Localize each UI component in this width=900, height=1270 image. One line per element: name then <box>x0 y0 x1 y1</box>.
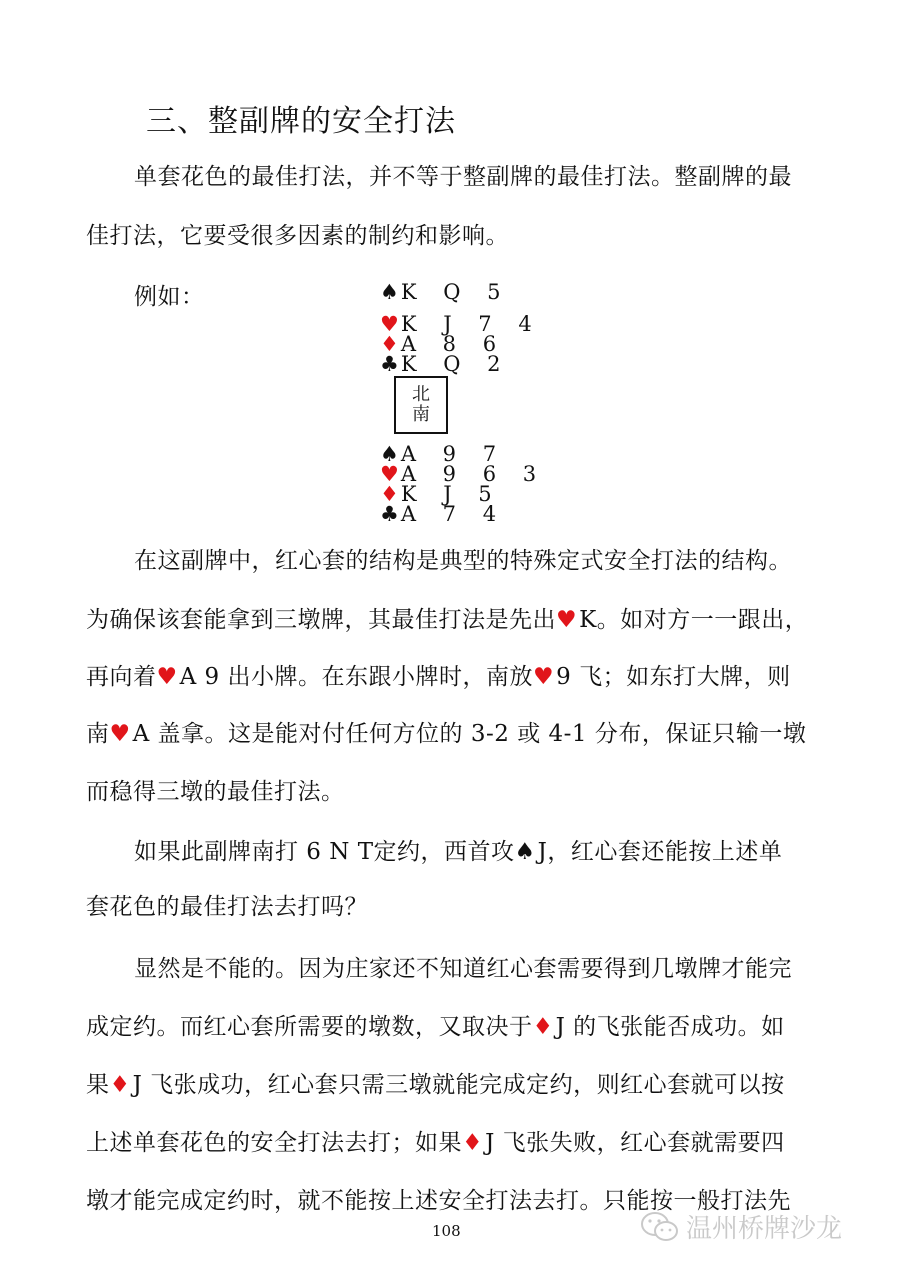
example-label: 例如： <box>134 284 205 310</box>
section-title: 三、整副牌的安全打法 <box>146 104 456 139</box>
diamond-icon: ♦ <box>532 1014 554 1040</box>
page-number: 108 <box>432 1222 461 1240</box>
para3-line2: 套花色的最佳打法去打吗？ <box>86 894 368 920</box>
north-hand-rest <box>380 314 542 374</box>
wechat-icon <box>640 1210 680 1244</box>
para3-line1: 如果此副牌南打 6 N T定约，西首攻♠J，红心套还能按上述单 <box>134 839 783 865</box>
para4-line4: 上述单套花色的安全打法去打；如果♦J 飞张失败，红心套就需要四 <box>86 1130 785 1156</box>
para4-line3: 果♦J 飞张成功，红心套只需三墩就能完成定约，则红心套就可以按 <box>86 1072 785 1098</box>
para1-line1: 单套花色的最佳打法，并不等于整副牌的最佳打法。整副牌的最 <box>134 164 792 190</box>
heart-icon: ♥ <box>156 664 178 690</box>
north-diamonds: ♦A 8 6 <box>380 332 507 356</box>
para2-line1: 在这副牌中，红心套的结构是典型的特殊定式安全打法的结构。 <box>134 548 792 574</box>
para2-line2: 为确保该套能拿到三墩牌，其最佳打法是先出♥K。如对方一一跟出， <box>86 607 809 633</box>
club-icon: ♣ <box>380 352 399 376</box>
diamond-icon: ♦ <box>380 482 399 506</box>
para1-line2: 佳打法，它要受很多因素的制约和影响。 <box>86 223 509 249</box>
north-spades: ♠K Q 5 <box>380 280 511 304</box>
south-hand <box>380 444 546 524</box>
north-hearts: ♥K J 7 4 <box>380 312 542 336</box>
club-icon: ♣ <box>380 502 399 526</box>
north-hand <box>380 282 510 302</box>
diamond-icon: ♦ <box>462 1130 484 1156</box>
south-spades: ♠A 9 7 <box>380 442 507 466</box>
south-hearts: ♥A 9 6 3 <box>380 462 547 486</box>
watermark <box>640 1208 842 1245</box>
heart-icon: ♥ <box>556 607 578 633</box>
spade-icon: ♠ <box>514 839 536 865</box>
para2-line3: 再向着♥A 9 出小牌。在东跟小牌时，南放♥9 飞；如东打大牌，则 <box>86 664 791 690</box>
spade-icon: ♠ <box>380 442 399 466</box>
para2-line5: 而稳得三墩的最佳打法。 <box>86 779 345 805</box>
south-clubs: ♣A 7 4 <box>380 502 507 526</box>
heart-icon: ♥ <box>109 721 131 747</box>
compass-south: 南 <box>412 404 430 425</box>
compass-north: 北 <box>412 384 430 405</box>
north-clubs: ♣K Q 2 <box>380 352 511 376</box>
para4-line2: 成定约。而红心套所需要的墩数，又取决于♦J 的飞张能否成功。如 <box>86 1014 785 1040</box>
heart-icon: ♥ <box>380 312 399 336</box>
heart-icon: ♥ <box>533 664 555 690</box>
diamond-icon: ♦ <box>109 1072 131 1098</box>
para4-line1: 显然是不能的。因为庄家还不知道红心套需要得到几墩牌才能完 <box>134 956 792 982</box>
south-diamonds: ♦K J 5 <box>380 482 502 506</box>
diamond-icon: ♦ <box>380 332 399 356</box>
compass-box <box>394 376 448 434</box>
watermark-text: 温州桥牌沙龙 <box>686 1214 843 1244</box>
heart-icon: ♥ <box>380 462 399 486</box>
para4-line5: 墩才能完成定约时，就不能按上述安全打法去打。只能按一般打法先 <box>86 1188 791 1214</box>
spade-icon: ♠ <box>380 280 399 304</box>
para2-line4: 南♥A 盖拿。这是能对付任何方位的 3-2 或 4-1 分布，保证只输一墩 <box>86 721 807 747</box>
